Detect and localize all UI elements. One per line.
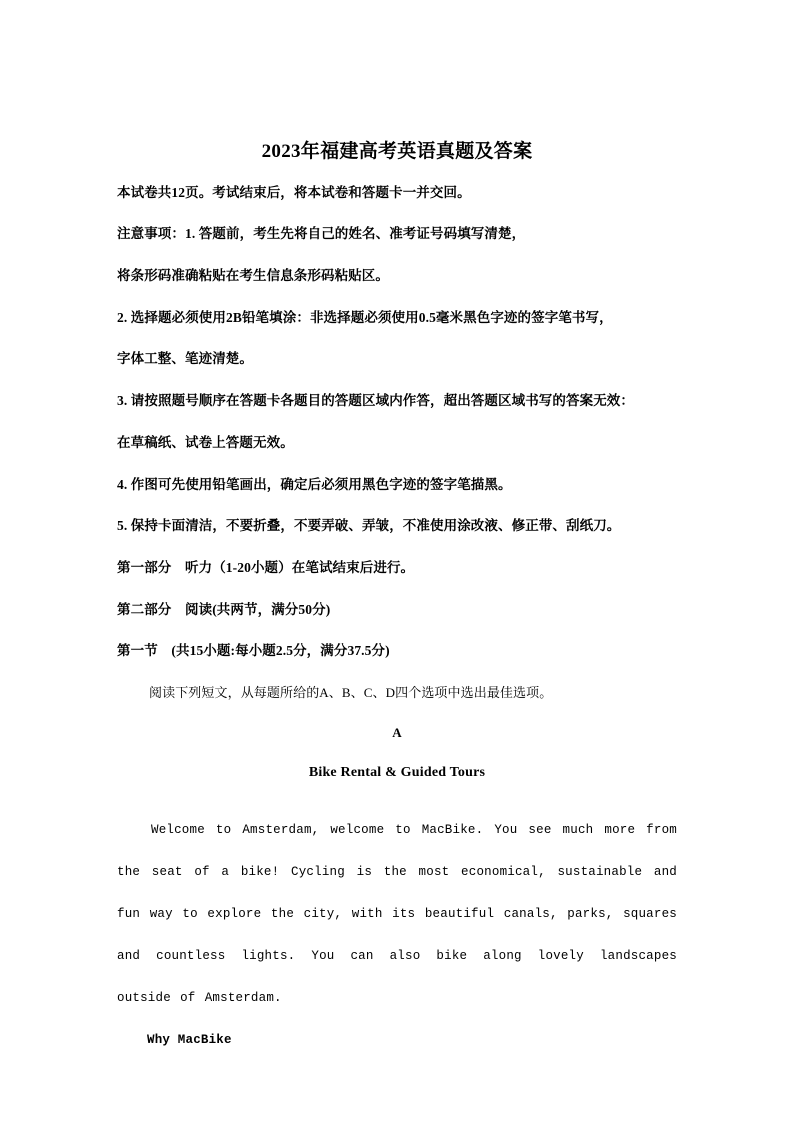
passage-heading: Bike Rental & Guided Tours <box>308 765 486 781</box>
section-heading-subsection-one: 第一节 (共15小题:每小题2.5分，满分37.5分) <box>117 643 390 659</box>
passage-body-text: Welcome to Amsterdam, welcome to MacBike. You see much more from the seat of a bike! Cycling is the most economical, sustainable and fun way to explore the city, with its beautiful canals, parks, squares and countless lights. You can also bike along lovely landscapes outside of Amsterdam. <box>117 822 677 1005</box>
page-title: 2023年福建高考英语真题及答案 <box>261 141 533 162</box>
section-heading-part-one: 第一部分 听力（1-20小题）在笔试结束后进行。 <box>117 559 415 575</box>
section-heading-part-two: 第二部分 阅读(共两节，满分50分) <box>117 601 331 617</box>
instruction-line-notice-2-cont: 字体工整、笔迹清楚。 <box>117 351 253 367</box>
passage-section-letter: A <box>392 724 402 740</box>
instruction-line-notice-1: 注意事项：1. 答题前，考生先将自己的姓名、准考证号码填写清楚， <box>117 226 526 242</box>
passage-subheading: Why MacBike <box>147 1032 232 1047</box>
instruction-line-notice-3-cont: 在草稿纸、试卷上答题无效。 <box>117 434 294 450</box>
instruction-line-notice-1-cont: 将条形码准确粘贴在考生信息条形码粘贴区。 <box>117 268 389 284</box>
instruction-line-notice-4: 4. 作图可先使用铅笔画出，确定后必须用黑色字迹的签字笔描黑。 <box>117 476 512 492</box>
reading-directions: 阅读下列短文，从每题所给的A、B、C、D四个选项中选出最佳选项。 <box>149 684 553 700</box>
instruction-line-notice-2: 2. 选择题必须使用2B铅笔填涂：非选择题必须使用0.5毫米黑色字迹的签字笔书写， <box>117 309 613 325</box>
document-content <box>117 140 677 1048</box>
instruction-line-paper-info: 本试卷共12页。考试结束后，将本试卷和答题卡一并交回。 <box>117 184 471 200</box>
instruction-line-notice-5: 5. 保持卡面清洁，不要折叠，不要弄破、弄皱，不准使用涂改液、修正带、刮纸刀。 <box>117 518 621 534</box>
instruction-line-notice-3: 3. 请按照题号顺序在答题卡各题目的答题区域内作答，超出答题区域书写的答案无效： <box>117 393 634 409</box>
